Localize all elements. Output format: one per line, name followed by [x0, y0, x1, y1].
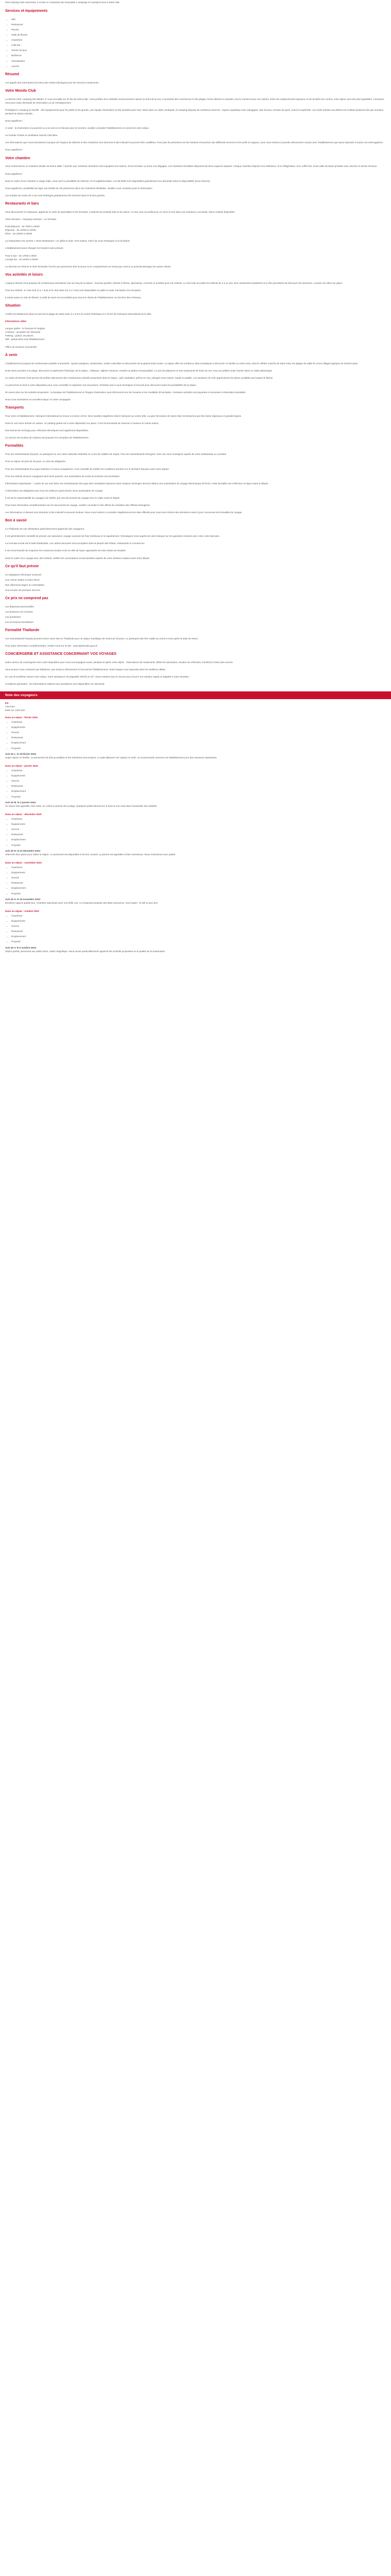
paragraph: En cas de problème durant votre séjour, notre assistance est joignable 24h/24 et 7j/7. Nous mettons tout en œuvre pour trouver une solution rapide et adaptée à votre situation.: [5, 675, 190, 679]
paragraph: Le personnel se tient à votre disposition pour vous conseiller et organiser vos excursions. N'hésitez pas à vous renseigner à l'accueil pour découvrir toutes les possibilités de la région.: [5, 383, 197, 386]
paragraph: La monnaie locale est le baht thaïlandais. Les cartes bancaires sont acceptées dans la plupart des hôtels, restaurants et commerces.: [5, 542, 145, 545]
paragraph: Nous vous souhaitons un excellent séjour en notre compagnie.: [5, 398, 71, 401]
paragraph: Pour les ressortissants français, un passeport ou une carte nationale d'identité en cours de validité est requis. Pour les ressortissants étrangers, merci de vous renseigner auprès de votre ambassade ou consulat.: [5, 453, 227, 456]
review-criteria: [5, 914, 386, 944]
criteria-item: • Chambres: [11, 769, 386, 772]
list-item: • Wifi: [11, 18, 386, 21]
activites-title: Vos activités et loisirs: [5, 273, 43, 277]
paragraph: Des bornes de recharge pour véhicules électriques sont également disponibles.: [5, 429, 89, 432]
review-item: [5, 716, 386, 759]
services-title: Services et équipements: [5, 9, 48, 13]
comprend-list: [5, 605, 386, 624]
criteria-item: • Service: [11, 876, 386, 879]
criteria-item: • Équipements: [11, 822, 386, 826]
review-item: [5, 812, 386, 856]
detail-line: Lounge bar : de 11h00 à 23h00: [5, 258, 38, 261]
criteria-item: • Équipements: [11, 725, 386, 729]
criteria-item: • Emplacement: [11, 838, 386, 841]
criteria-item: • Chambres: [11, 914, 386, 918]
paragraph: Il existe aussi un club de fitness, la salle de sport est accessible pour tous les clients de l'établissement, en fonction des créneaux.: [5, 296, 142, 299]
paragraph: Pour un séjour de plus de 30 jours, un visa est obligatoire.: [5, 460, 67, 463]
notes-header-bar: Note des voyageurs: [0, 691, 391, 699]
detail-line: Petit-déjeuner : de 7h00 à 10h00: [5, 225, 40, 228]
paragraph: Le Thailande est une destination particulièrement appréciée des voyageurs.: [5, 528, 85, 531]
transports-title: Transports: [5, 406, 24, 410]
criteria-item: • Service: [11, 924, 386, 928]
criteria-item: • Emplacement: [11, 789, 386, 793]
paragraph: Pour toute information complémentaire, rendez-vous sur le site : www.diplomatie.gouv.fr: [5, 645, 97, 648]
resume-text: Les appels des internautes font deux des visites identiques pour les services mentionnés.: [5, 81, 100, 84]
review-item: [5, 909, 386, 953]
list-item: Les excursions facultatives: [5, 621, 34, 624]
criteria-item: • Chambres: [11, 720, 386, 724]
avenir-title: À venir: [5, 353, 18, 357]
list-item: Une crème solaire à indice élevé: [5, 578, 40, 581]
paragraph: Vous pouvez nous contacter par téléphone, par email ou directement à l'accueil de l'établissement. Notre équipe vous répondra dans les meilleurs délais.: [5, 668, 166, 671]
criteria-item: • Équipements: [11, 774, 386, 777]
paragraph: L'information est obligatoire pour tous les visiteurs ayant besoin d'une autorisation de voyage.: [5, 489, 104, 492]
comprend-title: Ce prix ne comprend pas: [5, 596, 48, 600]
criteria-item: • Restaurant: [11, 784, 386, 788]
review-author: Avis de L. le 18 février 2024: [5, 752, 36, 755]
list-item: • Barbecue: [11, 54, 386, 57]
paragraph: L'espace Mondo Club propose de nombreuses animations tout au long de la saison : tournois sportifs, soirées à thème, spectacles, concerts et activités pour les enfants. Le mini-club accueille les enfants de 4 à 12 ans. Des randonnées pédestres et à vélo permettent de découvrir les alentours. Location de vélos sur place.: [5, 281, 343, 284]
paragraph: L'établissement propose de nombreuses activités à proximité : sports nautiques, randonnées, visites culturelles et découverte de la gastronomie locale. La région offre de nombreux sites touristiques à découvrir en famille ou entre amis, dont le célèbre marché de Saint-Clair, les plages de sable fin et les villages typiques de l'arrière-pays.: [5, 362, 359, 365]
paragraph: La Grande Chaise et ventilateur Mondo Club Bleu.: [5, 134, 58, 137]
restaurants-title: Restaurants et bars: [5, 201, 39, 206]
paragraph: À noter : la réservation à la journée ou à la nuit ne se fait pas pour le moment, veuillez consulter l'établissement en amont de votre séjour.: [5, 127, 150, 130]
paragraph: Pour les enfants : le mini-club (4 à 7 ans) et le club ados (12 à 17 ans) sont disponibles en juillet et août. Inscription à la réception.: [5, 289, 142, 292]
notes-summary: [5, 701, 386, 712]
paragraph: Notre service de conciergerie est à votre disposition pour vous accompagner avant, pendant et après votre séjour : réservations de restaurants, billets de spectacles, location de véhicules, transferts et bien plus encore.: [5, 661, 234, 664]
review-title: Dans un séjour : février 2024: [5, 716, 38, 719]
criteria-item: • Service: [11, 779, 386, 783]
paragraph: Vous découvrirez le restaurant, apprécier la carte de spécialités et les formules, composé de produits frais et de saison. Le bar vous accueille pour un verre le soir dans une ambiance conviviale. Menu enfants disponible.: [5, 210, 235, 213]
criteria-item: • Restaurant: [11, 881, 386, 885]
review-criteria: [5, 769, 386, 799]
list-item: • Piscine: [11, 28, 386, 31]
list-item: Un adaptateur électrique universel: [5, 573, 41, 576]
paragraph: Il est généralement conseillé de prévoir une assurance voyage couvrant les frais médicaux et le rapatriement. Renseignez-vous auprès de votre banque sur les garanties incluses avec votre carte bancaire.: [5, 535, 220, 538]
info-line: Wifi : gratuit dans tout l'établissement: [5, 338, 44, 341]
services-list: [5, 18, 386, 68]
list-item: • Cafe bar: [11, 43, 386, 47]
formalite-thailande-title: Formalité Thaïlande: [5, 629, 40, 633]
main-content: [0, 0, 391, 686]
paragraph: Office de tourisme à proximité.: [5, 345, 38, 348]
criteria-item: • Propreté: [11, 747, 386, 750]
situation-subtitle: Informations utiles: [5, 320, 27, 323]
list-item: Des vêtements légers et confortables: [5, 583, 44, 586]
paragraph: [5, 225, 386, 235]
list-item: • Terrain de jeux: [11, 48, 386, 52]
review-title: Dans un séjour : octobre 2023: [5, 909, 39, 912]
intro-text: Petit camping mais surprenant, 3 et plus en comparant par Sunnydale 5 campings à 5 quelques lieux à Saint-Clair.: [5, 1, 120, 4]
review-criteria: [5, 720, 386, 750]
paragraph: Entre deux journées à la plage, découvrez le patrimoine historique de la région : châteaux, églises romanes, musées et jardins remarquables. Le port de plaisance et ses restaurants de fruits de mer vous accueillent toute l'année dans un cadre pittoresque.: [5, 369, 273, 372]
review-title: Dans un séjour : novembre 2023: [5, 861, 42, 864]
paragraph: L'établissement peut changer les horaires sans préavis.: [5, 247, 64, 250]
paragraph: Pour venir à l'établissement, l'aéroport international se trouve à environ 10 km. Des navettes régulières relient l'aéroport au centre-ville. La gare ferroviaire de Saint-Clair est desservie par des trains régionaux et grandes lignes.: [5, 415, 242, 417]
prevoir-list: [5, 573, 386, 592]
review-author: Avis de R. le 22 décembre 2023: [5, 849, 41, 852]
paragraph: Les enfants de moins de 2 ans sont hébergés gratuitement s'ils dorment dans le lit des parents.: [5, 194, 105, 197]
paragraph: Les informations ci-dessus sont données à titre indicatif et peuvent évoluer. Nous vous invitons à consulter régulièrement les sites officiels pour vous tenir informé des dernières mises à jour concernant les formalités de voyage.: [5, 511, 242, 514]
list-item: Les pourboires: [5, 616, 21, 618]
criteria-item: • Chambres: [11, 817, 386, 821]
review-item: [5, 861, 386, 905]
paragraph: Vous rechercherez un chambre double de bonne taille ? Sachez que certaines chambres sont équipées d'un balcon, d'une terrasse ou d'une vue dégagée. Les chambres familiales disposent de deux espaces séparés. Chaque chambre dispose d'un téléviseur, d'un réfrigérateur, d'un coffre-fort, d'une salle de bains privative avec douche et sèche-cheveux.: [5, 165, 378, 168]
conciergerie-title: CONCIERGERIE ET ASSISTANCE CONCERNANT VOS VOYAGES: [5, 652, 117, 656]
paragraph: L'hôtel est idéalement situé au bord de la plage de Saint-Clair, à 1,5 km du centre historique et à 10 km de l'aéroport international de la ville.: [5, 312, 152, 315]
review-text: Excellent rapport qualité-prix. Chambre spacieuse avec une belle vue. Le restaurant propose des plats savoureux. Seul regret : le wifi un peu lent.: [5, 901, 158, 904]
paragraph: En savoir plus sur les activités proposées : la boutique de l'établissement et l'équipe d'animation vous informeront sur les horaires et les modalités d'inscription. Certaines activités sont payantes et soumises à réservation préalable.: [5, 391, 246, 394]
criteria-item: • Équipements: [11, 871, 386, 874]
paragraph: Il est de la responsabilité du voyageur de vérifier que ses documents de voyage sont en règle avant le départ.: [5, 496, 120, 499]
list-item: • Chambres: [11, 38, 386, 42]
criteria-item: • Propreté: [11, 940, 386, 943]
paragraph: Informations importantes : À partir du 1er mai 2023, les ressortissants des pays tiers souhaitant séjourner dans l'espace Schengen devront obtenir une autorisation de voyage électronique (ETIAS). Cette formalité est à effectuer en ligne avant le départ.: [5, 482, 269, 485]
criteria-item: • Emplacement: [11, 886, 386, 890]
paragraph: Pour les enfants mineurs voyageant sans leurs parents, une autorisation de sortie du territoire est nécessaire.: [5, 474, 120, 478]
list-item: Les boissons non incluses: [5, 610, 33, 613]
list-item: • Laverie: [11, 64, 386, 68]
list-item: Les dépenses personnelles: [5, 605, 34, 608]
list-item: • Climatisation: [11, 59, 386, 63]
paragraph: Nous appellons!, possibilité de loger une famille de 4/5 personnes dans nos chambres familiales. Veuillez nous contacter pour la réservation.: [5, 187, 153, 190]
paragraph: Conditions générales : les informations relatives aux prestations sont disponibles sur demande.: [5, 683, 105, 686]
notes-score-label: Très bien: [5, 705, 15, 708]
review-text: Hôtel très bien placé pour visiter la région. Le personnel est disponible et de bon conseil. La piscine est agréable et bien entretenue. Nous reviendrons avec plaisir.: [5, 853, 176, 856]
criteria-item: • Restaurant: [11, 833, 386, 836]
paragraph: Dans le cadre d'un voyage avec des enfants, vérifiez les vaccinations recommandées auprès de votre médecin traitant avant votre départ.: [5, 556, 150, 560]
paragraph: Le cadre de Mondo Club permet de profiter pleinement des nombreuses activités proposées dans la région : golf, équitation, pêche en mer, plongée sous-marine, kayak et paddle. Les amateurs de vélo apprécieront les pistes cyclables qui longent le littoral.: [5, 376, 273, 379]
detail-line: Pour le bar : de 17h00 à 0h00: [5, 254, 37, 257]
paragraph: La restauration est ouverte « Nous Restaurant » en juillet et août. Hors saison, merci de vous renseigner à la réception.: [5, 240, 131, 243]
detail-line: Dîner : de 19h00 à 22h00: [5, 232, 32, 235]
review-text: Super séjour en famille. Le personnel est très accueillant et les chambres sont propres. Le petit-déjeuner est copieux et varié. Je recommande vivement cet établissement pour des vacances reposantes.: [5, 756, 218, 759]
paragraph: Pour les ressortissants d'un pays extérieur à l'Union européenne, il est conseillé de vérifier les conditions d'entrée sur le territoire français avant votre départ.: [5, 467, 170, 470]
criteria-item: • Emplacement: [11, 935, 386, 938]
info-line: Animaux : acceptés sur demande: [5, 331, 41, 334]
criteria-item: • Chambres: [11, 866, 386, 869]
paragraph: Les ressortissants français peuvent entrer sans visa en Thaïlande pour un séjour touristique de moins de 30 jours. Le passeport doit être valide au moins 6 mois après la date de retour.: [5, 637, 199, 640]
review-author: Avis de V. le 5 octobre 2023: [5, 946, 36, 949]
paragraph: [5, 254, 386, 261]
review-criteria: [5, 866, 386, 895]
formalites-title: Formalités: [5, 444, 24, 448]
voice-title: Votre Mondo Club: [5, 89, 36, 93]
info-line: Langue parlée : le français et l'anglais: [5, 327, 45, 330]
notes-section: [0, 701, 391, 953]
notes-score: 8,6: [5, 701, 9, 704]
review-title: Dans un séjour : décembre 2023: [5, 812, 42, 816]
paragraph: Il est recommandé de respecter les coutumes locales et de se vêtir de façon appropriée lors des visites de temples.: [5, 549, 126, 552]
criteria-item: • Restaurant: [11, 736, 386, 739]
review-item: [5, 764, 386, 808]
paragraph: Dans le cadre d'une chambre à usage triple, vous avez la possibilité de réserver un lit supplémentaire. Les lits bébé sont disponibles gratuitement sur demande selon la disponibilité (sous réserve).: [5, 179, 211, 182]
bon-title: Bon à savoir: [5, 519, 27, 523]
review-text: Séjour parfait, personnel aux petits soins, cadre magnifique. Nous avons particulièrement apprécié les activités proposées et la qualité de la restauration.: [5, 950, 166, 953]
resume-title: Résumé: [5, 72, 20, 76]
notes-count: basé sur 1222 avis: [5, 708, 25, 711]
paragraph: Nous appellons !: [5, 148, 23, 151]
criteria-item: • Propreté: [11, 892, 386, 895]
paragraph: Pour toute information complémentaire sur les documents de voyage, veuillez consulter le site officiel du ministère des Affaires étrangères.: [5, 504, 151, 507]
list-item: • Restaurant: [11, 23, 386, 26]
criteria-item: • Restaurant: [11, 929, 386, 933]
review-title: Dans un séjour : janvier 2024: [5, 764, 38, 767]
review-author: Avis de S. le 10 novembre 2023: [5, 897, 41, 901]
paragraph: La direction se réserve le droit d'interdire l'accès aux personnes dont la tenue ou le comportement ne serait pas correct ou pourrait déranger les autres clients.: [5, 265, 171, 268]
paragraph: [5, 327, 386, 341]
criteria-item: • Équipements: [11, 919, 386, 923]
chambres-title: Votre chambre: [5, 156, 30, 160]
review-criteria: [5, 817, 386, 847]
list-item: • Salle de fitness: [11, 33, 386, 37]
criteria-item: • Emplacement: [11, 741, 386, 744]
paragraph: Les informations que nous fournissons à propos de l'espace de détente et des chambres sont données à titre indicatif et peuvent être modifiées. Pour plus de précisions sur les horaires d'ouverture des différents services et les tarifs en vigueur, nous vous invitons à prendre directement contact avec l'établissement qui saura répondre à toutes vos interrogations.: [5, 141, 384, 144]
criteria-item: • Service: [11, 731, 386, 734]
paragraph: Nous appellons !: [5, 120, 23, 122]
paragraph: Un service de location de voitures est proposé à la réception de l'établissement.: [5, 436, 89, 439]
paragraph: Votre domaine : Camping Aventure - La Terrasse: [5, 217, 57, 221]
criteria-item: • Propreté: [11, 843, 386, 847]
review-text: Un séjour très agréable, bien situé, au calme et proche de la plage. Quelques petits bémols sur le bruit le soir mais dans l'ensemble très satisfait.: [5, 804, 157, 807]
situation-title: Situation: [5, 304, 21, 308]
list-item: Une trousse de premiers secours: [5, 588, 40, 591]
prevoir-title: Ce qu'il faut prévoir: [5, 564, 39, 568]
review-author: Avis de M. le 3 janvier 2024: [5, 801, 36, 804]
paragraph: Dans le cas d'une arrivée en voiture, un parking gratuit est à votre disposition sur place. Il est recommandé de réserver à l'avance en haute saison.: [5, 422, 159, 425]
paragraph: Le Mondo Club: camping Des Bastre 4* vous accueille sur le site de Saint-Clair. Vous profitez d'un véritable environnement naturel au bord de la mer, à proximité des commerces et des plages. Entre détente et activités, tout le monde trouve son rythme. Entre les emplacements spacieux et les locatifs tout confort, votre séjour sera des plus agréables. Contactez-nous pour toute demande de réservation ou de renseignement.: [5, 97, 385, 104]
detail-line: Déjeuner : de 12h00 à 14h30: [5, 229, 36, 232]
info-line: Parking : gratuit, 30 places: [5, 334, 34, 337]
paragraph: Privilégiez le camping en famille : des équipements pour les petits et les grands, une équipe d'animation et des activités pour tous. Situé dans un cadre verdoyant, le camping dispose de nombreux services : espace aquatique avec toboggans, aire de jeux, terrains de sport, snack et supérette. Les clubs enfants accueillent vos enfants plusieurs fois par semaine pendant la saison estivale.: [5, 108, 384, 115]
paragraph: Nous appellons !: [5, 172, 23, 175]
criteria-item: • Propreté: [11, 795, 386, 799]
criteria-item: • Service: [11, 827, 386, 831]
